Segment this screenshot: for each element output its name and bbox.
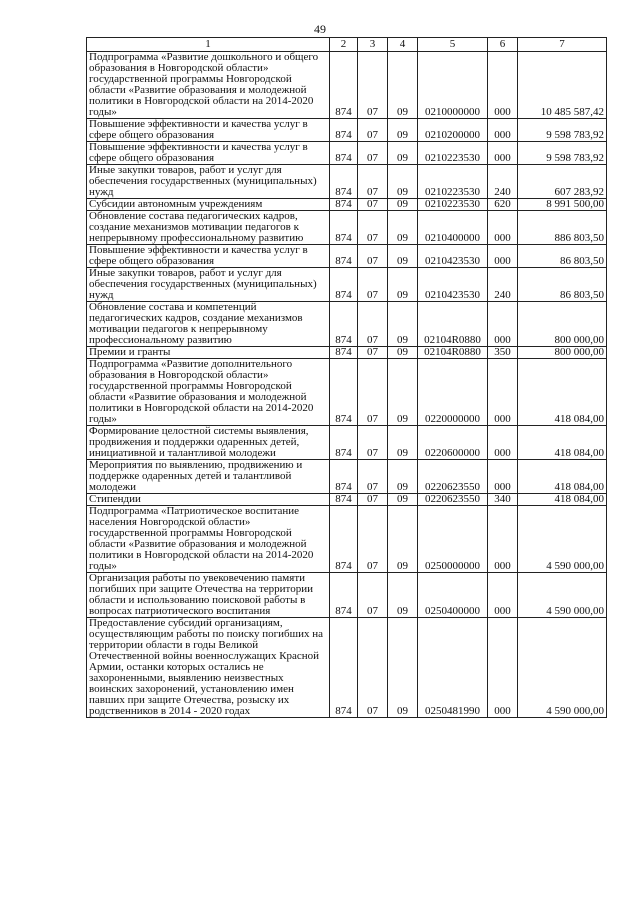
table-row xyxy=(87,302,607,347)
table-row xyxy=(87,245,607,268)
row-name: Повышение эффективности и качества услуг в сфере общего образования xyxy=(87,142,330,165)
row-col6: 000 xyxy=(488,426,518,460)
row-col3: 07 xyxy=(358,302,388,347)
row-col4: 09 xyxy=(388,119,418,142)
row-col3: 07 xyxy=(358,359,388,426)
row-col5: 0210423530 xyxy=(418,245,488,268)
row-col6: 240 xyxy=(488,268,518,302)
row-col5: 0250400000 xyxy=(418,573,488,618)
row-col2: 874 xyxy=(330,460,358,494)
table-row xyxy=(87,506,607,573)
col-header-1: 1 xyxy=(87,38,330,52)
row-col4: 09 xyxy=(388,199,418,211)
row-name: Стипендии xyxy=(87,494,330,506)
row-amount: 8 991 500,00 xyxy=(518,199,607,211)
page-number: 49 xyxy=(314,22,326,36)
row-name: Обновление состава и компетенций педагогических кадров, создание механизмов мотивации педагогов к непрерывному профессиональному развитию xyxy=(87,302,330,347)
row-col2: 874 xyxy=(330,211,358,245)
row-amount: 86 803,50 xyxy=(518,245,607,268)
row-col2: 874 xyxy=(330,165,358,199)
row-amount: 418 084,00 xyxy=(518,426,607,460)
row-col2: 874 xyxy=(330,268,358,302)
row-amount: 4 590 000,00 xyxy=(518,618,607,718)
row-col6: 000 xyxy=(488,211,518,245)
row-col4: 09 xyxy=(388,245,418,268)
row-name: Премии и гранты xyxy=(87,347,330,359)
row-col6: 000 xyxy=(488,52,518,119)
table-row xyxy=(87,494,607,506)
row-col6: 000 xyxy=(488,573,518,618)
row-amount: 418 084,00 xyxy=(518,460,607,494)
row-col6: 000 xyxy=(488,119,518,142)
row-col3: 07 xyxy=(358,199,388,211)
col-header-3: 3 xyxy=(358,38,388,52)
col-header-6: 6 xyxy=(488,38,518,52)
row-col6: 240 xyxy=(488,165,518,199)
row-amount: 800 000,00 xyxy=(518,347,607,359)
row-col2: 874 xyxy=(330,506,358,573)
row-col6: 000 xyxy=(488,142,518,165)
row-col5: 0250481990 xyxy=(418,618,488,718)
row-col2: 874 xyxy=(330,347,358,359)
row-name: Повышение эффективности и качества услуг в сфере общего образования xyxy=(87,245,330,268)
row-col3: 07 xyxy=(358,426,388,460)
row-col4: 09 xyxy=(388,302,418,347)
row-name: Формирование целостной системы выявления, продвижения и поддержки одаренных детей, инициативной и талантливой молодежи xyxy=(87,426,330,460)
row-col5: 0210000000 xyxy=(418,52,488,119)
row-amount: 800 000,00 xyxy=(518,302,607,347)
row-name: Подпрограмма «Развитие дошкольного и общего образования в Новгородской области» государственной программы Новгородской области «Развитие образования и молодежной политики в Новгородской области на 2014-2020 годы» xyxy=(87,52,330,119)
row-amount: 418 084,00 xyxy=(518,494,607,506)
row-name: Организация работы по увековечению памяти погибших при защите Отечества на территории области и использованию поисковой работы в вопросах патриотического воспитания xyxy=(87,573,330,618)
row-col4: 09 xyxy=(388,426,418,460)
table-row xyxy=(87,573,607,618)
table-row xyxy=(87,359,607,426)
table-row xyxy=(87,119,607,142)
row-col5: 02104R0880 xyxy=(418,302,488,347)
row-amount: 4 590 000,00 xyxy=(518,506,607,573)
row-col2: 874 xyxy=(330,494,358,506)
table-row xyxy=(87,165,607,199)
row-col5: 0220600000 xyxy=(418,426,488,460)
row-col3: 07 xyxy=(358,573,388,618)
row-col4: 09 xyxy=(388,347,418,359)
row-col6: 000 xyxy=(488,506,518,573)
row-col3: 07 xyxy=(358,142,388,165)
row-col5: 0220623550 xyxy=(418,460,488,494)
row-col3: 07 xyxy=(358,506,388,573)
row-amount: 607 283,92 xyxy=(518,165,607,199)
row-col6: 620 xyxy=(488,199,518,211)
row-col2: 874 xyxy=(330,426,358,460)
row-amount: 4 590 000,00 xyxy=(518,573,607,618)
col-header-4: 4 xyxy=(388,38,418,52)
row-amount: 886 803,50 xyxy=(518,211,607,245)
row-col5: 0210223530 xyxy=(418,142,488,165)
row-name: Мероприятия по выявлению, продвижению и поддержке одаренных детей и талантливой молодежи xyxy=(87,460,330,494)
budget-table xyxy=(86,37,607,718)
table-row xyxy=(87,426,607,460)
row-col5: 0210400000 xyxy=(418,211,488,245)
row-col3: 07 xyxy=(358,494,388,506)
row-col5: 0210223530 xyxy=(418,165,488,199)
row-name: Повышение эффективности и качества услуг в сфере общего образования xyxy=(87,119,330,142)
row-col3: 07 xyxy=(358,460,388,494)
row-name: Субсидии автономным учреждениям xyxy=(87,199,330,211)
row-col2: 874 xyxy=(330,302,358,347)
table-row xyxy=(87,460,607,494)
row-col2: 874 xyxy=(330,359,358,426)
row-col6: 340 xyxy=(488,494,518,506)
row-name: Предоставление субсидий организациям, осуществляющим работы по поиску погибших на территории области в годы Великой Отечественной войны военнослужащих Красной Армии, останки которых остались не захороненными, выявлению неизвестных воинских захоронений, установлению имен павших при защите Отечества, розыску их родственников в 2014 - 2020 годах xyxy=(87,618,330,718)
row-col5: 0250000000 xyxy=(418,506,488,573)
row-col5: 0220000000 xyxy=(418,359,488,426)
row-col2: 874 xyxy=(330,245,358,268)
table-row xyxy=(87,142,607,165)
row-col4: 09 xyxy=(388,460,418,494)
row-col4: 09 xyxy=(388,573,418,618)
row-amount: 86 803,50 xyxy=(518,268,607,302)
table-row xyxy=(87,347,607,359)
row-name: Обновление состава педагогических кадров, создание механизмов мотивации педагогов к непрерывному профессиональному развитию xyxy=(87,211,330,245)
row-col5: 02104R0880 xyxy=(418,347,488,359)
row-name: Иные закупки товаров, работ и услуг для обеспечения государственных (муниципальных) нужд xyxy=(87,165,330,199)
row-col2: 874 xyxy=(330,618,358,718)
row-col2: 874 xyxy=(330,573,358,618)
row-col6: 000 xyxy=(488,245,518,268)
table-row xyxy=(87,618,607,718)
row-col5: 0220623550 xyxy=(418,494,488,506)
row-col4: 09 xyxy=(388,211,418,245)
row-col6: 000 xyxy=(488,302,518,347)
row-amount: 9 598 783,92 xyxy=(518,142,607,165)
row-name: Подпрограмма «Развитие дополнительного образования в Новгородской области» государственной программы Новгородской области «Развитие образования и молодежной политики в Новгородской области на 2014-2020 годы» xyxy=(87,359,330,426)
row-col6: 000 xyxy=(488,359,518,426)
row-col5: 0210223530 xyxy=(418,199,488,211)
row-col2: 874 xyxy=(330,52,358,119)
col-header-5: 5 xyxy=(418,38,488,52)
row-col4: 09 xyxy=(388,506,418,573)
row-col4: 09 xyxy=(388,268,418,302)
row-col3: 07 xyxy=(358,119,388,142)
row-col3: 07 xyxy=(358,165,388,199)
row-col3: 07 xyxy=(358,268,388,302)
header-row xyxy=(87,38,607,52)
row-amount: 10 485 587,42 xyxy=(518,52,607,119)
table-row xyxy=(87,52,607,119)
row-name: Подпрограмма «Патриотическое воспитание населения Новгородской области» государственной программы Новгородской области «Развитие образования и молодежной политики в Новгородской области на 2014-2020 годы» xyxy=(87,506,330,573)
col-header-2: 2 xyxy=(330,38,358,52)
row-col2: 874 xyxy=(330,119,358,142)
row-col4: 09 xyxy=(388,142,418,165)
row-col2: 874 xyxy=(330,199,358,211)
row-col3: 07 xyxy=(358,52,388,119)
row-col6: 350 xyxy=(488,347,518,359)
row-col3: 07 xyxy=(358,211,388,245)
row-col4: 09 xyxy=(388,618,418,718)
row-col6: 000 xyxy=(488,460,518,494)
table-row xyxy=(87,211,607,245)
table-row xyxy=(87,199,607,211)
row-col6: 000 xyxy=(488,618,518,718)
row-col3: 07 xyxy=(358,618,388,718)
row-amount: 418 084,00 xyxy=(518,359,607,426)
row-col2: 874 xyxy=(330,142,358,165)
row-col5: 0210200000 xyxy=(418,119,488,142)
row-col5: 0210423530 xyxy=(418,268,488,302)
row-col4: 09 xyxy=(388,359,418,426)
row-col3: 07 xyxy=(358,347,388,359)
row-col4: 09 xyxy=(388,52,418,119)
row-amount: 9 598 783,92 xyxy=(518,119,607,142)
row-col3: 07 xyxy=(358,245,388,268)
row-col4: 09 xyxy=(388,165,418,199)
row-name: Иные закупки товаров, работ и услуг для обеспечения государственных (муниципальных) нужд xyxy=(87,268,330,302)
table-row xyxy=(87,268,607,302)
col-header-7: 7 xyxy=(518,38,607,52)
row-col4: 09 xyxy=(388,494,418,506)
